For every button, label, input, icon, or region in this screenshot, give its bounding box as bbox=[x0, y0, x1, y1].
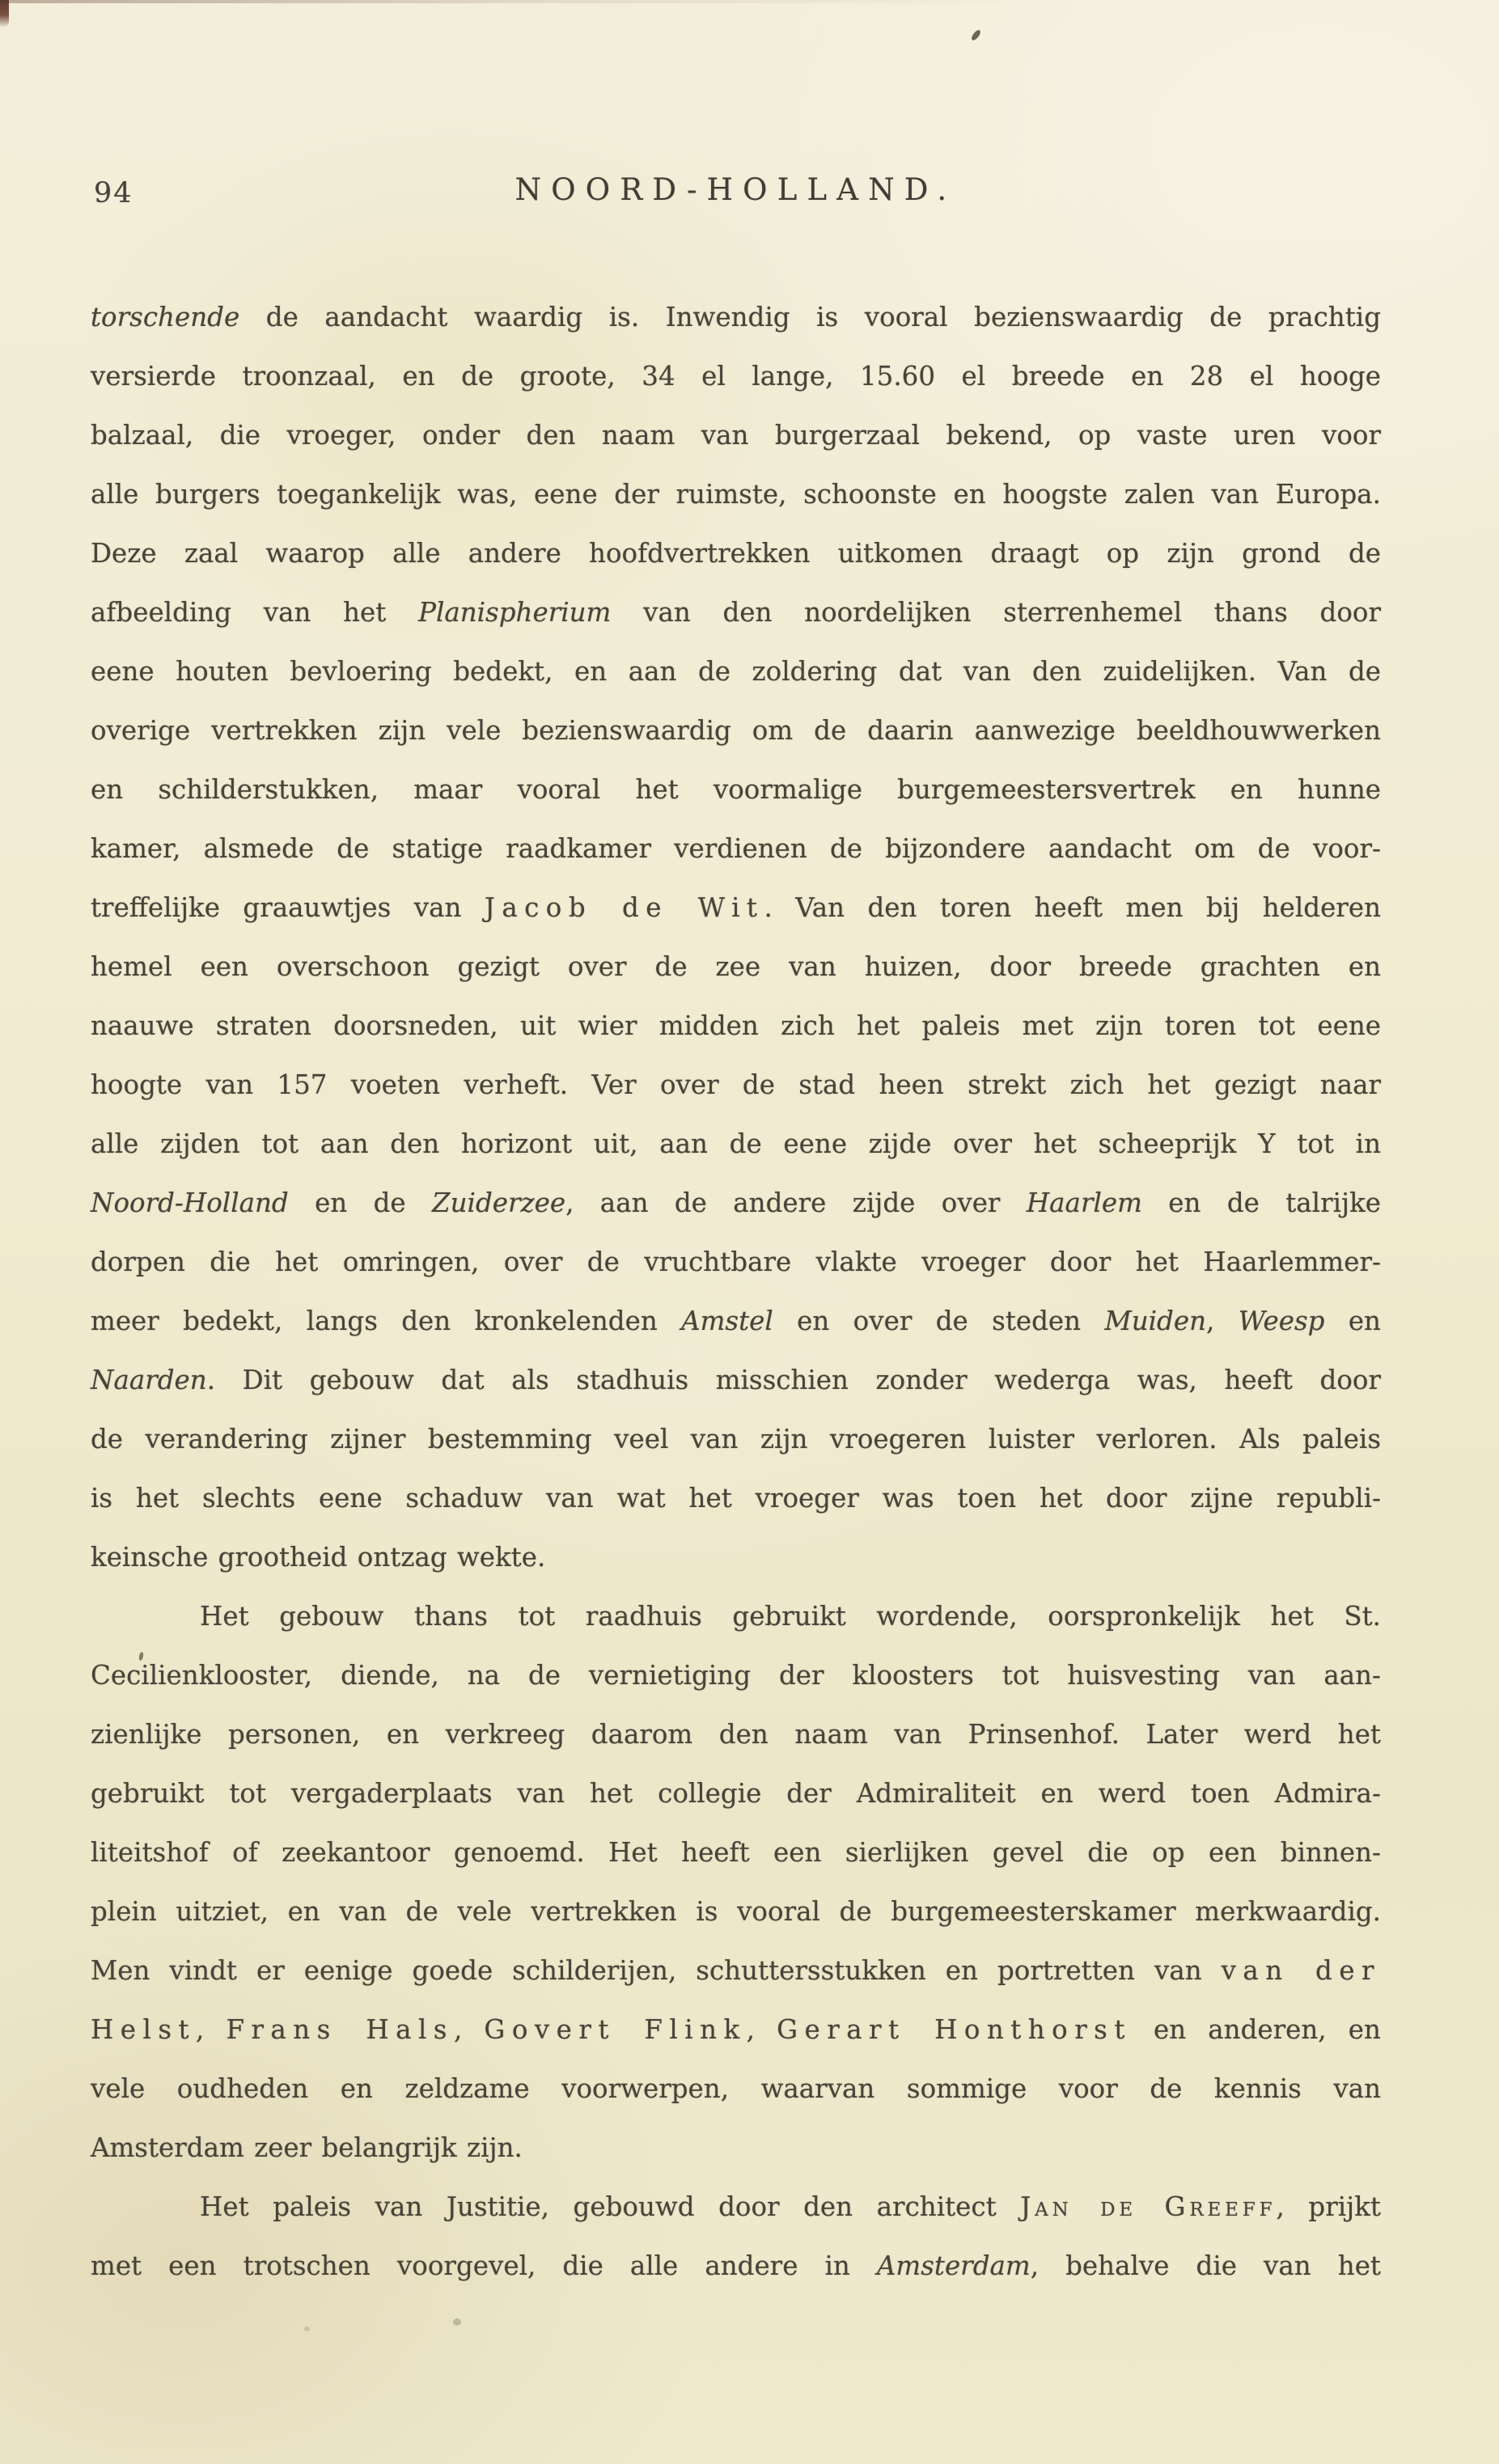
text-segment-italic: Amsterdam bbox=[876, 2250, 1031, 2281]
text-segment-normal: versierde troonzaal, en de groote, 34 el lange, 15.60 el breede en 28 el hooge bbox=[91, 361, 1381, 392]
text-segment-normal: , prijkt bbox=[1276, 2191, 1381, 2222]
text-segment-normal: meer bedekt, langs den kronkelenden bbox=[91, 1306, 682, 1336]
text-line bbox=[91, 465, 1381, 524]
text-segment-spaced: Jacob de Wit bbox=[484, 892, 764, 923]
text-segment-normal: treffelijke graauwtjes van bbox=[91, 892, 485, 923]
text-line bbox=[91, 1705, 1381, 1764]
text-line bbox=[91, 1823, 1381, 1882]
text-segment-normal: vele oudheden en zeldzame voorwerpen, waarvan sommige voor de kennis van bbox=[91, 2073, 1381, 2104]
text-segment-normal: naauwe straten doorsneden, uit wier midden zich het paleis met zijn toren tot eene bbox=[91, 1010, 1381, 1041]
text-segment-italic: Naarden bbox=[91, 1365, 207, 1395]
ink-speck bbox=[453, 2318, 461, 2326]
text-line bbox=[91, 1764, 1381, 1823]
scan-top-edge-shadow bbox=[0, 0, 1035, 3]
text-line bbox=[91, 347, 1381, 406]
text-segment-normal: , aan de andere zijde over bbox=[565, 1188, 1027, 1218]
text-line bbox=[91, 2000, 1381, 2060]
text-line bbox=[91, 1587, 1381, 1646]
text-line bbox=[91, 2060, 1381, 2119]
text-segment-normal: . Dit gebouw dat als stadhuis misschien zonder wederga was, heeft door bbox=[206, 1365, 1381, 1395]
text-segment-normal: zienlijke personen, en verkreeg daarom den naam van Prinsenhof. Later werd het bbox=[91, 1719, 1381, 1750]
text-line bbox=[91, 938, 1381, 997]
text-line bbox=[91, 1115, 1381, 1174]
running-header: NOORD-HOLLAND. bbox=[514, 172, 957, 207]
text-line bbox=[91, 997, 1381, 1056]
text-segment-normal: en bbox=[1324, 1306, 1381, 1336]
text-line bbox=[91, 819, 1381, 878]
text-segment-spaced: Gerart Honthorst bbox=[777, 2014, 1132, 2045]
text-segment-normal: Men vindt er eenige goede schilderijen, schuttersstukken en portretten van bbox=[91, 1955, 1222, 1986]
text-segment-normal: dorpen die het omringen, over de vruchtbare vlakte vroeger door het Haarlemmer- bbox=[91, 1247, 1381, 1277]
text-segment-normal: , behalve die van het bbox=[1030, 2250, 1381, 2281]
text-segment-normal: Amsterdam zeer belangrijk zijn. bbox=[91, 2132, 523, 2163]
text-line bbox=[91, 1646, 1381, 1705]
text-segment-normal: gebruikt tot vergaderplaats van het collegie der Admiraliteit en werd toen Admira- bbox=[91, 1778, 1381, 1809]
text-segment-normal: eene houten bevloering bedekt, en aan de zoldering dat van den zuidelijken. Van de bbox=[91, 656, 1381, 687]
text-segment-italic: Amstel bbox=[681, 1306, 773, 1336]
text-segment-normal: , bbox=[746, 2014, 777, 2045]
text-line bbox=[91, 760, 1381, 819]
text-segment-normal: hemel een overschoon gezigt over de zee van huizen, door breede grachten en bbox=[91, 951, 1381, 982]
text-line bbox=[91, 701, 1381, 760]
text-segment-normal: Cecilienklooster, diende, na de vernietiging der kloosters tot huisvesting van aan- bbox=[91, 1660, 1381, 1691]
text-segment-spaced: Frans Hals bbox=[226, 2014, 454, 2045]
text-segment-italic: Noord-Holland bbox=[91, 1188, 289, 1218]
text-segment-italic: Zuiderzee bbox=[432, 1188, 566, 1218]
text-line bbox=[91, 1292, 1381, 1351]
text-line bbox=[91, 2119, 1381, 2178]
text-segment-normal: overige vertrekken zijn vele bezienswaardig om de daarin aanwezige beeldhouwwerken bbox=[91, 715, 1381, 746]
text-segment-spaced: Govert Flink bbox=[484, 2014, 747, 2045]
text-segment-normal: van den noordelijken sterrenhemel thans door bbox=[611, 597, 1381, 628]
scan-corner-mark bbox=[0, 0, 9, 28]
text-block bbox=[91, 288, 1381, 2296]
text-segment-spaced: Helst bbox=[91, 2014, 196, 2045]
text-line bbox=[91, 583, 1381, 642]
text-segment-normal: kamer, alsmede de statige raadkamer verdienen de bijzondere aandacht om de voor- bbox=[91, 833, 1381, 864]
text-line bbox=[91, 878, 1381, 938]
text-segment-italic: torschende bbox=[91, 302, 240, 332]
text-segment-normal: alle burgers toegankelijk was, eene der ruimste, schoonste en hoogste zalen van Europa. bbox=[91, 479, 1381, 510]
text-line bbox=[91, 1233, 1381, 1292]
text-line bbox=[91, 1056, 1381, 1115]
text-segment-normal: . Van den toren heeft men bij helderen bbox=[764, 892, 1381, 923]
text-segment-normal: de verandering zijner bestemming veel van zijn vroegeren luister verloren. Als paleis bbox=[91, 1424, 1381, 1454]
text-line bbox=[91, 1941, 1381, 2000]
text-segment-italic: Planispherium bbox=[418, 597, 612, 628]
text-segment-normal: plein uitziet, en van de vele vertrekken is vooral de burgemeesterskamer merkwaardig. bbox=[91, 1896, 1381, 1927]
page-number: 94 bbox=[94, 177, 133, 210]
text-line bbox=[91, 406, 1381, 465]
text-segment-italic: Muiden bbox=[1104, 1306, 1207, 1336]
text-segment-normal: balzaal, die vroeger, onder den naam van burgerzaal bekend, op vaste uren voor bbox=[91, 420, 1381, 451]
text-line bbox=[91, 2178, 1381, 2237]
text-line bbox=[91, 1528, 1381, 1587]
text-segment-normal: de aandacht waardig is. Inwendig is vooral bezienswaardig de prachtig bbox=[239, 302, 1381, 332]
text-segment-normal: liteitshof of zeekantoor genoemd. Het heeft een sierlijken gevel die op een binnen- bbox=[91, 1837, 1381, 1868]
text-segment-smallcaps: Jan de Greeff bbox=[1020, 2191, 1277, 2222]
text-segment-normal: en anderen, en bbox=[1131, 2014, 1381, 2045]
text-segment-italic: Weesp bbox=[1238, 1306, 1325, 1336]
text-segment-spaced: van der bbox=[1221, 1955, 1381, 1986]
text-segment-normal: , bbox=[453, 2014, 485, 2045]
ink-speck bbox=[304, 2326, 310, 2331]
text-line bbox=[91, 524, 1381, 583]
text-segment-normal: en de bbox=[288, 1188, 433, 1218]
text-segment-normal: , bbox=[1206, 1306, 1239, 1336]
text-segment-normal: alle zijden tot aan den horizont uit, aan de eene zijde over het scheeprijk Y tot in bbox=[91, 1128, 1381, 1159]
text-line bbox=[91, 1351, 1381, 1410]
text-segment-normal: hoogte van 157 voeten verheft. Ver over de stad heen strekt zich het gezigt naar bbox=[91, 1069, 1381, 1100]
text-line bbox=[91, 2237, 1381, 2296]
text-segment-italic: Haarlem bbox=[1026, 1188, 1142, 1218]
text-line bbox=[91, 642, 1381, 701]
text-segment-normal: met een trotschen voorgevel, die alle andere in bbox=[91, 2250, 877, 2281]
text-segment-normal: , bbox=[195, 2014, 227, 2045]
text-segment-normal: Het paleis van Justitie, gebouwd door den architect bbox=[200, 2191, 1021, 2222]
ink-speck bbox=[970, 28, 982, 41]
text-line bbox=[91, 1174, 1381, 1233]
text-line bbox=[91, 1469, 1381, 1528]
text-segment-normal: is het slechts eene schaduw van wat het vroeger was toen het door zijne republi- bbox=[91, 1483, 1381, 1514]
text-segment-normal: Het gebouw thans tot raadhuis gebruikt wordende, oorspronkelijk het St. bbox=[200, 1601, 1381, 1632]
text-segment-normal: afbeelding van het bbox=[91, 597, 419, 628]
text-segment-normal: keinsche grootheid ontzag wekte. bbox=[91, 1542, 546, 1573]
text-segment-normal: en schilderstukken, maar vooral het voormalige burgemeestersvertrek en hunne bbox=[91, 774, 1381, 805]
text-segment-normal: Deze zaal waarop alle andere hoofdvertrekken uitkomen draagt op zijn grond de bbox=[91, 538, 1381, 569]
text-segment-normal: en over de steden bbox=[773, 1306, 1105, 1336]
text-line bbox=[91, 1410, 1381, 1469]
text-segment-normal: en de talrijke bbox=[1141, 1188, 1382, 1218]
text-line bbox=[91, 288, 1381, 347]
text-line bbox=[91, 1882, 1381, 1941]
